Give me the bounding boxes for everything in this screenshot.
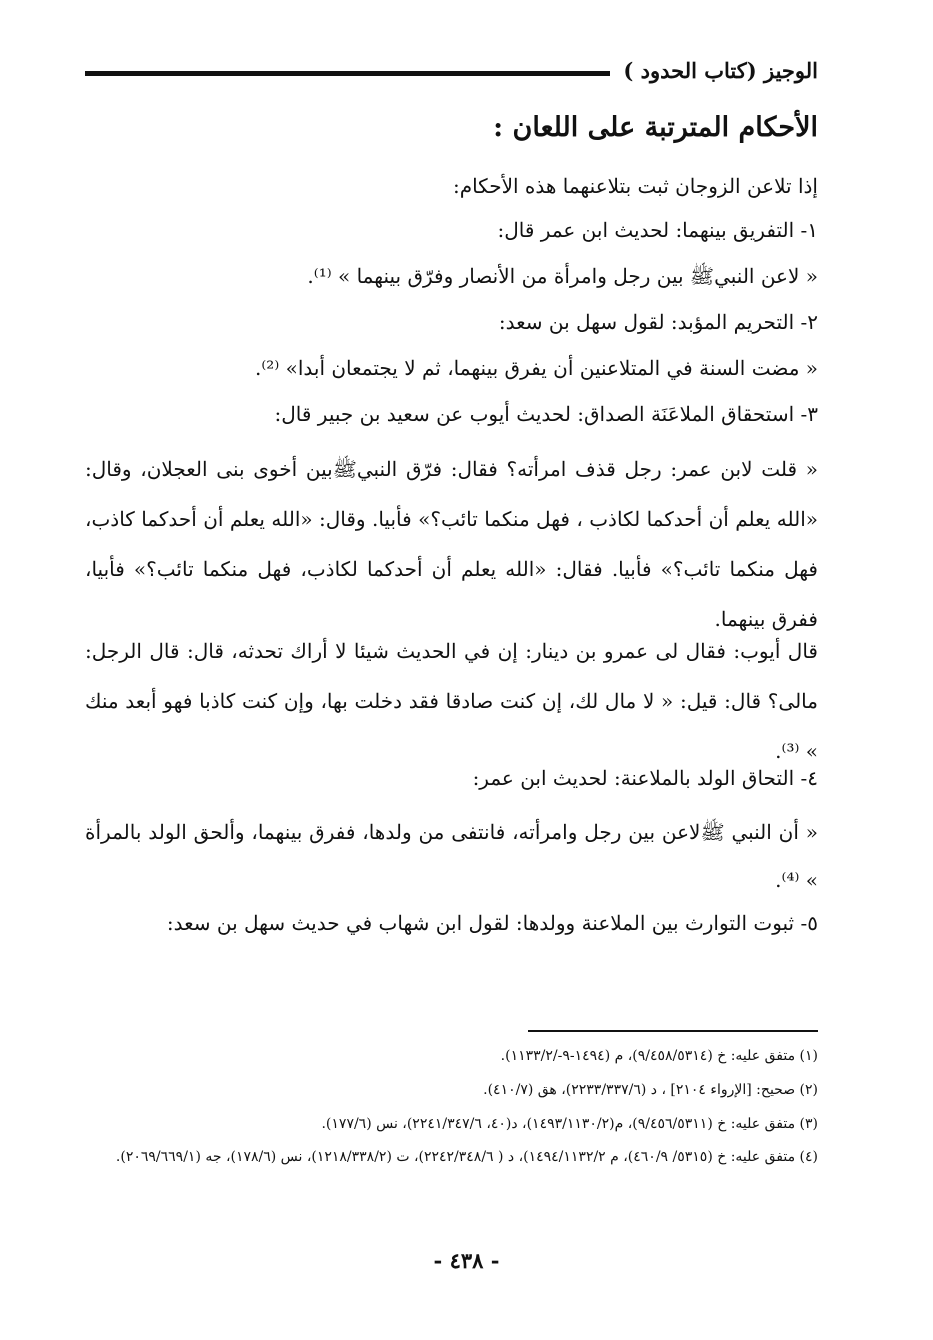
book-title: الوجيز (كتاب الحدود ) (623, 58, 818, 83)
header-rule (85, 71, 610, 76)
paragraph-ruling-2: ٢- التحريم المؤبد: لقول سهل بن سعد: (498, 310, 818, 334)
paragraph-ruling-1: ١- التفريق بينهما: لحديث ابن عمر قال: (497, 218, 818, 242)
footnote-2: (٢) صحيح: [الإرواء ٢١٠٤] ، د (٢٢٣٣/٣٣٧/٦)، هق (٤١٠/٧). (483, 1082, 818, 1098)
running-header (85, 58, 818, 90)
section-title: الأحكام المترتبة على اللعان : (493, 112, 818, 143)
paragraph-ruling-4: ٤- التحاق الولد بالملاعنة: لحديث ابن عمر: (472, 766, 818, 790)
page-number (0, 1248, 933, 1273)
footnote-3: (٣) متفق عليه: خ (٩/٤٥٦/٥٣١١)، م(١٤٩٣/١١٣٠/٢)، د(٤٠، ٢٢٤١/٣٤٧/٦)، نس (١٧٧/٦). (321, 1116, 818, 1132)
hadith-quote-3: « قلت لابن عمر: رجل قذف امرأته؟ فقال: فرّق النبيﷺبين أخوى بنى العجلان، وقال: «الله يعلم أن أحدكما لكاذب ، فهل منكما تائب؟» فأبيا. وقال: «الله يعلم أن أحدكما كاذب، فهل منكما تائب؟» فأبيا. فقال: «الله يعلم أن أحدكما لكاذب، فهل منكما تائب؟» فأبيا، ففرق بينهما. (85, 457, 818, 631)
footnote-rule (528, 1030, 818, 1032)
hadith-quote-1: « لاعن النبيﷺ بين رجل وامرأة من الأنصار وفرّق بينهما » ⁽¹⁾. (307, 264, 818, 288)
paragraph-ruling-5: ٥- ثبوت التوارث بين الملاعنة وولدها: لقول ابن شهاب في حديث سهل بن سعد: (166, 911, 818, 935)
page-number-text: - ٤٣٨ - (433, 1248, 500, 1273)
footnote-1: (١) متفق عليه: خ (٩/٤٥٨/٥٣١٤)، م (١٤٩٤-٩-/١١٣٣/٢). (500, 1048, 818, 1064)
paragraph-ruling-3: ٣- استحقاق الملاعَنَة الصداق: لحديث أيوب عن سعيد بن جبير قال: (274, 402, 818, 426)
hadith-quote-2: « مضت السنة في المتلاعنين أن يفرق بينهما، ثم لا يجتمعان أبدا» ⁽²⁾. (255, 356, 818, 380)
paragraph-ayyub: قال أيوب: فقال لى عمرو بن دينار: إن في الحديث شيئا لا أراك تحدثه، قال: قال الرجل: مالى؟ قال: قيل: « لا مال لك، إن كنت صادقا فقد دخلت بها، وإن كنت كاذبا فهو أبعد منك » ⁽³⁾. (85, 639, 818, 763)
footnote-4: (٤) متفق عليه: خ (٥٣١٥/ ٤٦٠/٩)، م ١٤٩٤/١١٣٢/٢)، د ( ٢٢٤٢/٣٤٨/٦)، ت (١٢١٨/٣٣٨/٢)، نس (١٧٨/٦)، جه (٢٠٦٩/٦٦٩/١). (115, 1149, 818, 1165)
paragraph-intro: إذا تلاعن الزوجان ثبت بتلاعنهما هذه الأحكام: (452, 174, 818, 198)
hadith-quote-4: « أن النبي ﷺلاعن بين رجل وامرأته، فانتفى من ولدها، ففرق بينهما، وألحق الولد بالمرأة » ⁽⁴⁾. (85, 820, 818, 892)
